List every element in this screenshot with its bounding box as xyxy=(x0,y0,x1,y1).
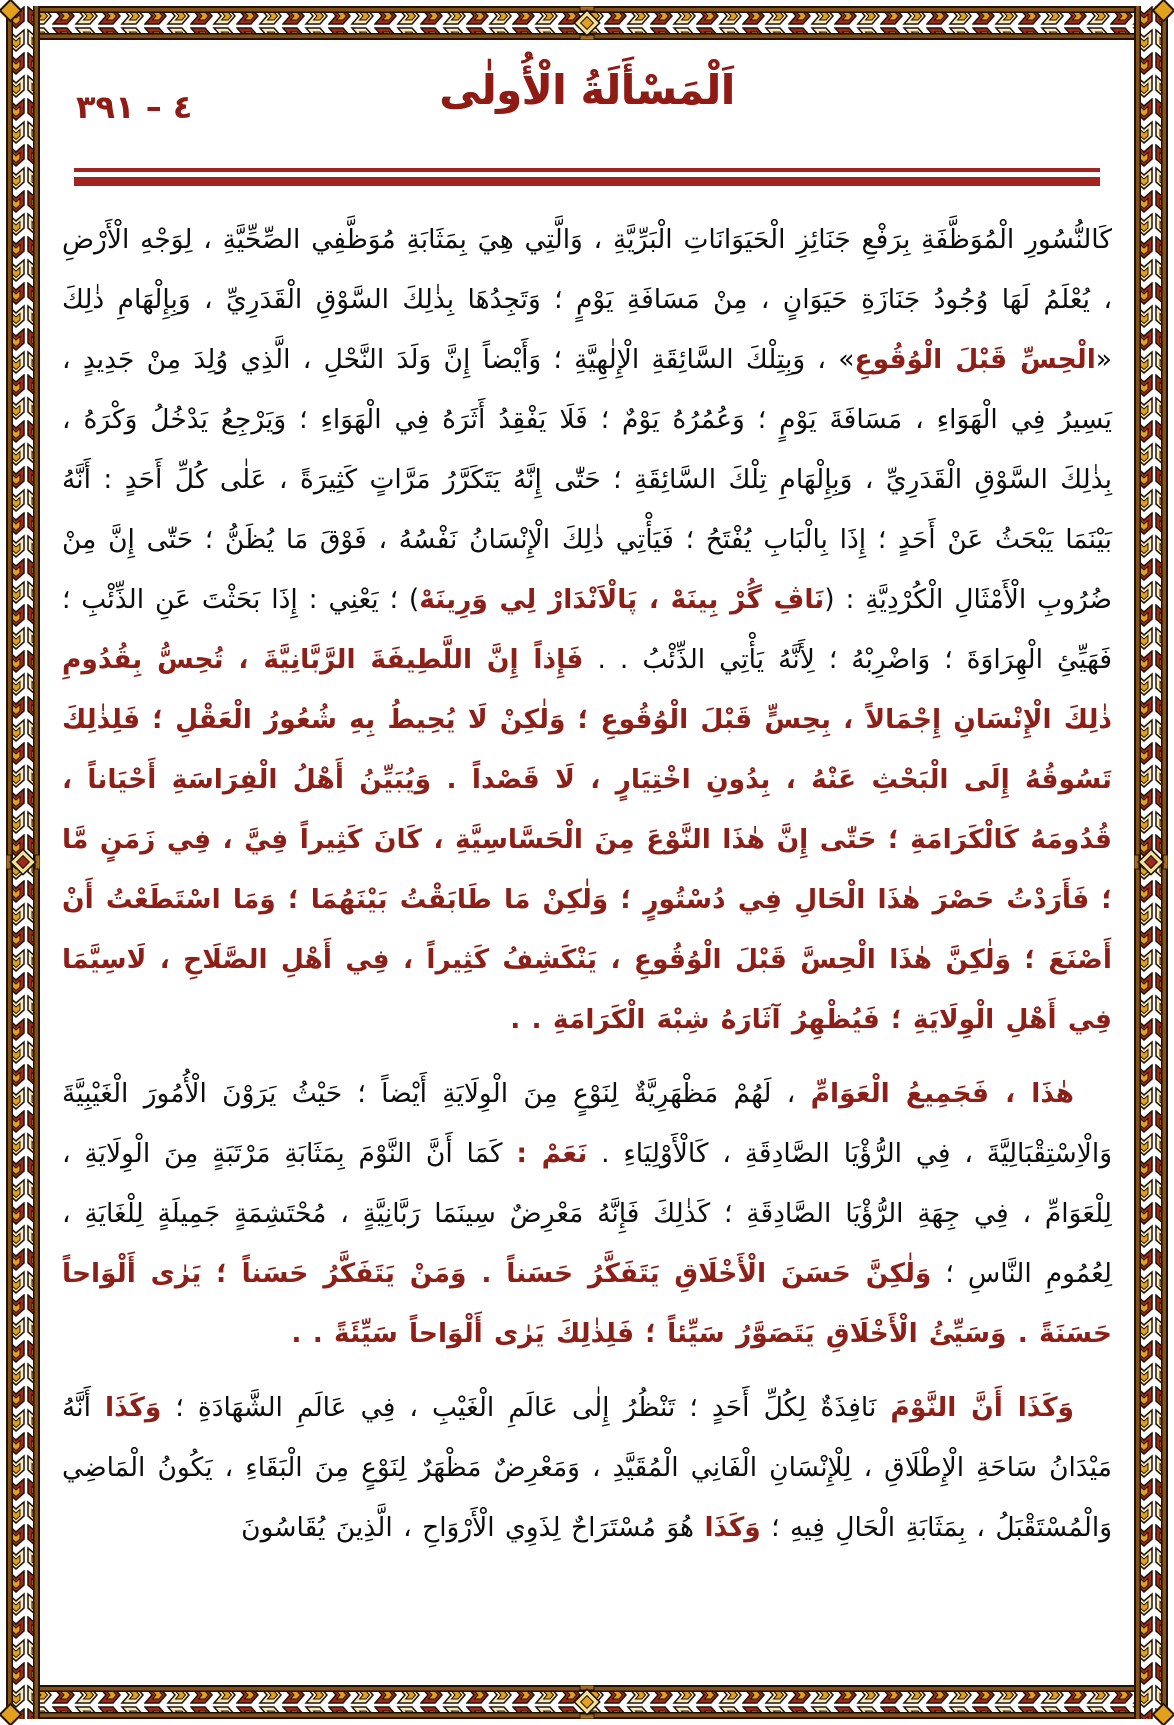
page-title: اَلْمَسْأَلَةُ الْأُولٰى xyxy=(439,66,735,114)
highlight-segment: فَإِذاً إِنَّ اللَّطِيفَةَ الرَّبَّانِيَّةَ ، تُحِسُّ بِقُدُومِ ذٰلِكَ الْإِنْسَانِ إِجْمَالاً ، بِحِسٍّ قَبْلَ الْوُقُوعِ ؛ وَلٰكِنْ لَا يُحِيطُ بِهِ شُعُورُ الْعَقْلِ ؛ فَلِذٰلِكَ تَسُوقُهُ إِلَى الْبَحْثِ عَنْهُ ، بِدُونِ اخْتِيَارٍ ، لَا قَصْداً . وَيُبَيِّنُ أَهْلُ الْفِرَاسَةِ أَحْيَاناً ، قُدُومَهُ كَالْكَرَامَةِ ؛ حَتّٰى إِنَّ هٰذَا النَّوْعَ مِنَ الْحَسَّاسِيَّةِ ، كَانَ كَثِيراً فِيَّ ، فِي زَمَنٍ مَّا ؛ فَأَرَدْتُ حَصْرَ هٰذَا الْحَالِ فِي دُسْتُورٍ ؛ وَلٰكِنْ مَا طَابَقْتُ بَيْنَهُمَا ؛ وَمَا اسْتَطَعْتُ أَنْ أَصْنَعَ ؛ وَلٰكِنَّ هٰذَا الْحِسَّ قَبْلَ الْوُقُوعِ ، يَنْكَشِفُ كَثِيراً ، فِي أَهْلِ الصَّلَاحِ ، لَاسِيَّمَا فِي أَهْلِ الْوِلَايَةِ ؛ فَيُظْهِرُ آثَارَهُ شِبْهَ الْكَرَامَةِ . . xyxy=(62,644,1112,1035)
highlight-segment: وَكَذَا xyxy=(704,1512,761,1543)
text-segment: كَالنُّسُورِ الْمُوَظَّفَةِ بِرَفْعِ جَنَائِزِ الْحَيَوَانَاتِ الْبَرِّيَّةِ ، وَالَّتِي هِيَ بِمَثَابَةِ مُوَظَّفِي الصِّحِّيَّةِ ، لِوَجْهِ الْأَرْضِ ، يُعْلَمُ لَهَا وُجُودُ جَنَازَةِ حَيَوَانٍ ، مِنْ مَسَافَةِ يَوْمٍ ؛ وَتَجِدُهَا بِذٰلِكَ السَّوْقِ الْقَدَرِيِّ ، وَبِإِلْهَامِ ذٰلِكَ « xyxy=(62,224,1112,375)
text-segment: كَمَا أَنَّ النَّوْمَ بِمَثَابَةِ مَرْتَبَةٍ مِنَ الْوِلَايَةِ ، لِلْعَوَامِّ ، فِي جِهَةِ الرُّؤْيَا الصَّادِقَةِ ؛ كَذٰلِكَ فَإِنَّهُ مَعْرِضٌ سِينَمَا رَبَّانِيَّةٍ ، مُحْتَشِمَةٍ جَمِيلَةٍ لِلْغَايَةِ ، لِعُمُومِ النَّاسِ ؛ xyxy=(62,1138,1113,1289)
paragraph xyxy=(62,1378,1112,1558)
highlight-segment: الْحِسِّ قَبْلَ الْوُقُوعِ xyxy=(854,344,1096,375)
highlight-segment: وَكَذَا أَنَّ النَّوْمَ xyxy=(890,1392,1074,1423)
border-right-ornament xyxy=(1134,6,1168,1719)
highlight-segment: وَلٰكِنَّ حَسَنَ الْأَخْلَاقِ يَتَفَكَّرُ حَسَناً . وَمَنْ يَتَفَكَّرُ حَسَناً ؛ يَرٰى أَلْوَاحاً حَسَنَةً . وَسَيِّئُ الْأَخْلَاقِ يَتَصَوَّرُ سَيِّئاً ؛ فَلِذٰلِكَ يَرٰى أَلْوَاحاً سَيِّئَةً . . xyxy=(62,1258,1112,1349)
border-left-ornament xyxy=(6,6,40,1719)
divider-thin-line xyxy=(74,168,1100,172)
text-segment: ، لَهُمْ مَظْهَرِيَّةٌ لِنَوْعٍ مِنَ الْوِلَايَةِ أَيْضاً ؛ حَيْثُ يَرَوْنَ الْأُمُورَ الْغَيْبِيَّةَ وَالْاِسْتِقْبَالِيَّةَ ، فِي الرُّؤْيَا الصَّادِقَةِ ، كَالْأَوْلِيَاءِ . xyxy=(62,1078,1112,1169)
text-segment: هُوَ مُسْتَرَاحٌ لِذَوِي الْأَرْوَاحِ ، الَّذِينَ يُقَاسُونَ xyxy=(241,1512,705,1543)
text-segment: » ، وَبِتِلْكَ السَّائِقَةِ الْإِلٰهِيَّةِ ؛ وَأَيْضاً إِنَّ وَلَدَ النَّحْلِ ، الَّذِي وُلِدَ مِنْ جَدِيدٍ ، يَسِيرُ فِي الْهَوَاءِ ، مَسَافَةَ يَوْمٍ ؛ وَعُمُرُهُ يَوْمٌ ؛ فَلَا يَفْقِدُ أَثَرَهُ فِي الْهَوَاءِ ؛ وَيَرْجِعُ يَدْخُلُ وَكْرَهُ ، بِذٰلِكَ السَّوْقِ الْقَدَرِيِّ ، وَبِإِلْهَامِ تِلْكَ السَّائِقَةِ ؛ حَتّٰى إِنَّهُ يَتَكَرَّرُ مَرَّاتٍ كَثِيرَةً ، عَلٰى كُلِّ أَحَدٍ : أَنَّهُ بَيْنَمَا يَبْحَثُ عَنْ أَحَدٍ ؛ إِذَا بِالْبَابِ يُفْتَحُ ؛ فَيَأْتِي ذٰلِكَ الْإِنْسَانُ نَفْسُهُ ، فَوْقَ مَا يُظَنُّ ؛ حَتّٰى إِنَّ مِنْ ضُرُوبِ الْأَمْثَالِ الْكُرْدِيَّةِ : ( xyxy=(62,344,1113,615)
paragraph xyxy=(62,210,1112,1050)
page-content xyxy=(40,40,1134,1685)
paragraph xyxy=(62,1064,1112,1364)
body-text xyxy=(62,210,1112,1558)
highlight-segment: هٰذَا ، فَجَمِيعُ الْعَوَامِّ xyxy=(810,1078,1075,1109)
text-segment: أَنَّهُ مَيْدَانُ سَاحَةِ الْإِطْلَاقِ ، لِلْإِنْسَانِ الْفَانِي الْمُقَيَّدِ ، وَمَعْرِضٌ مَظْهَرٌ لِنَوْعٍ مِنَ الْبَقَاءِ ، يَكُونُ الْمَاضِي وَالْمُسْتَقْبَلُ ، بِمَثَابَةِ الْحَالِ فِيهِ ؛ xyxy=(62,1392,1112,1543)
text-segment: ) ؛ يَعْنِي : إِذَا بَحَثْتَ عَنِ الذِّئْبِ ؛ فَهَيِّئِ الْهِرَاوَةَ ؛ وَاضْرِبْهُ ؛ لِأَنَّهُ يَأْتِي الذِّئْبُ . . xyxy=(62,584,1112,675)
header-divider-rule xyxy=(74,168,1100,186)
text-segment: نَافِذَةٌ لِكُلِّ أَحَدٍ ؛ تَنْظُرُ إِلٰى عَالَمِ الْغَيْبِ ، فِي عَالَمِ الشَّهَادَةِ ؛ xyxy=(161,1392,891,1423)
divider-thick-line xyxy=(74,177,1100,186)
highlight-segment: نَعَمْ : xyxy=(516,1138,588,1169)
page-header xyxy=(62,66,1112,162)
page-number: ٣٩١ – ٤ xyxy=(76,88,193,126)
border-top-ornament xyxy=(6,6,1168,40)
highlight-segment: وَكَذَا xyxy=(105,1392,162,1423)
highlight-segment: نَاڤِ گُرْ بِينَهْ ، پَالْاَنْدَارْ لِي وَرِينَهْ xyxy=(419,584,825,615)
border-bottom-ornament xyxy=(6,1685,1168,1719)
